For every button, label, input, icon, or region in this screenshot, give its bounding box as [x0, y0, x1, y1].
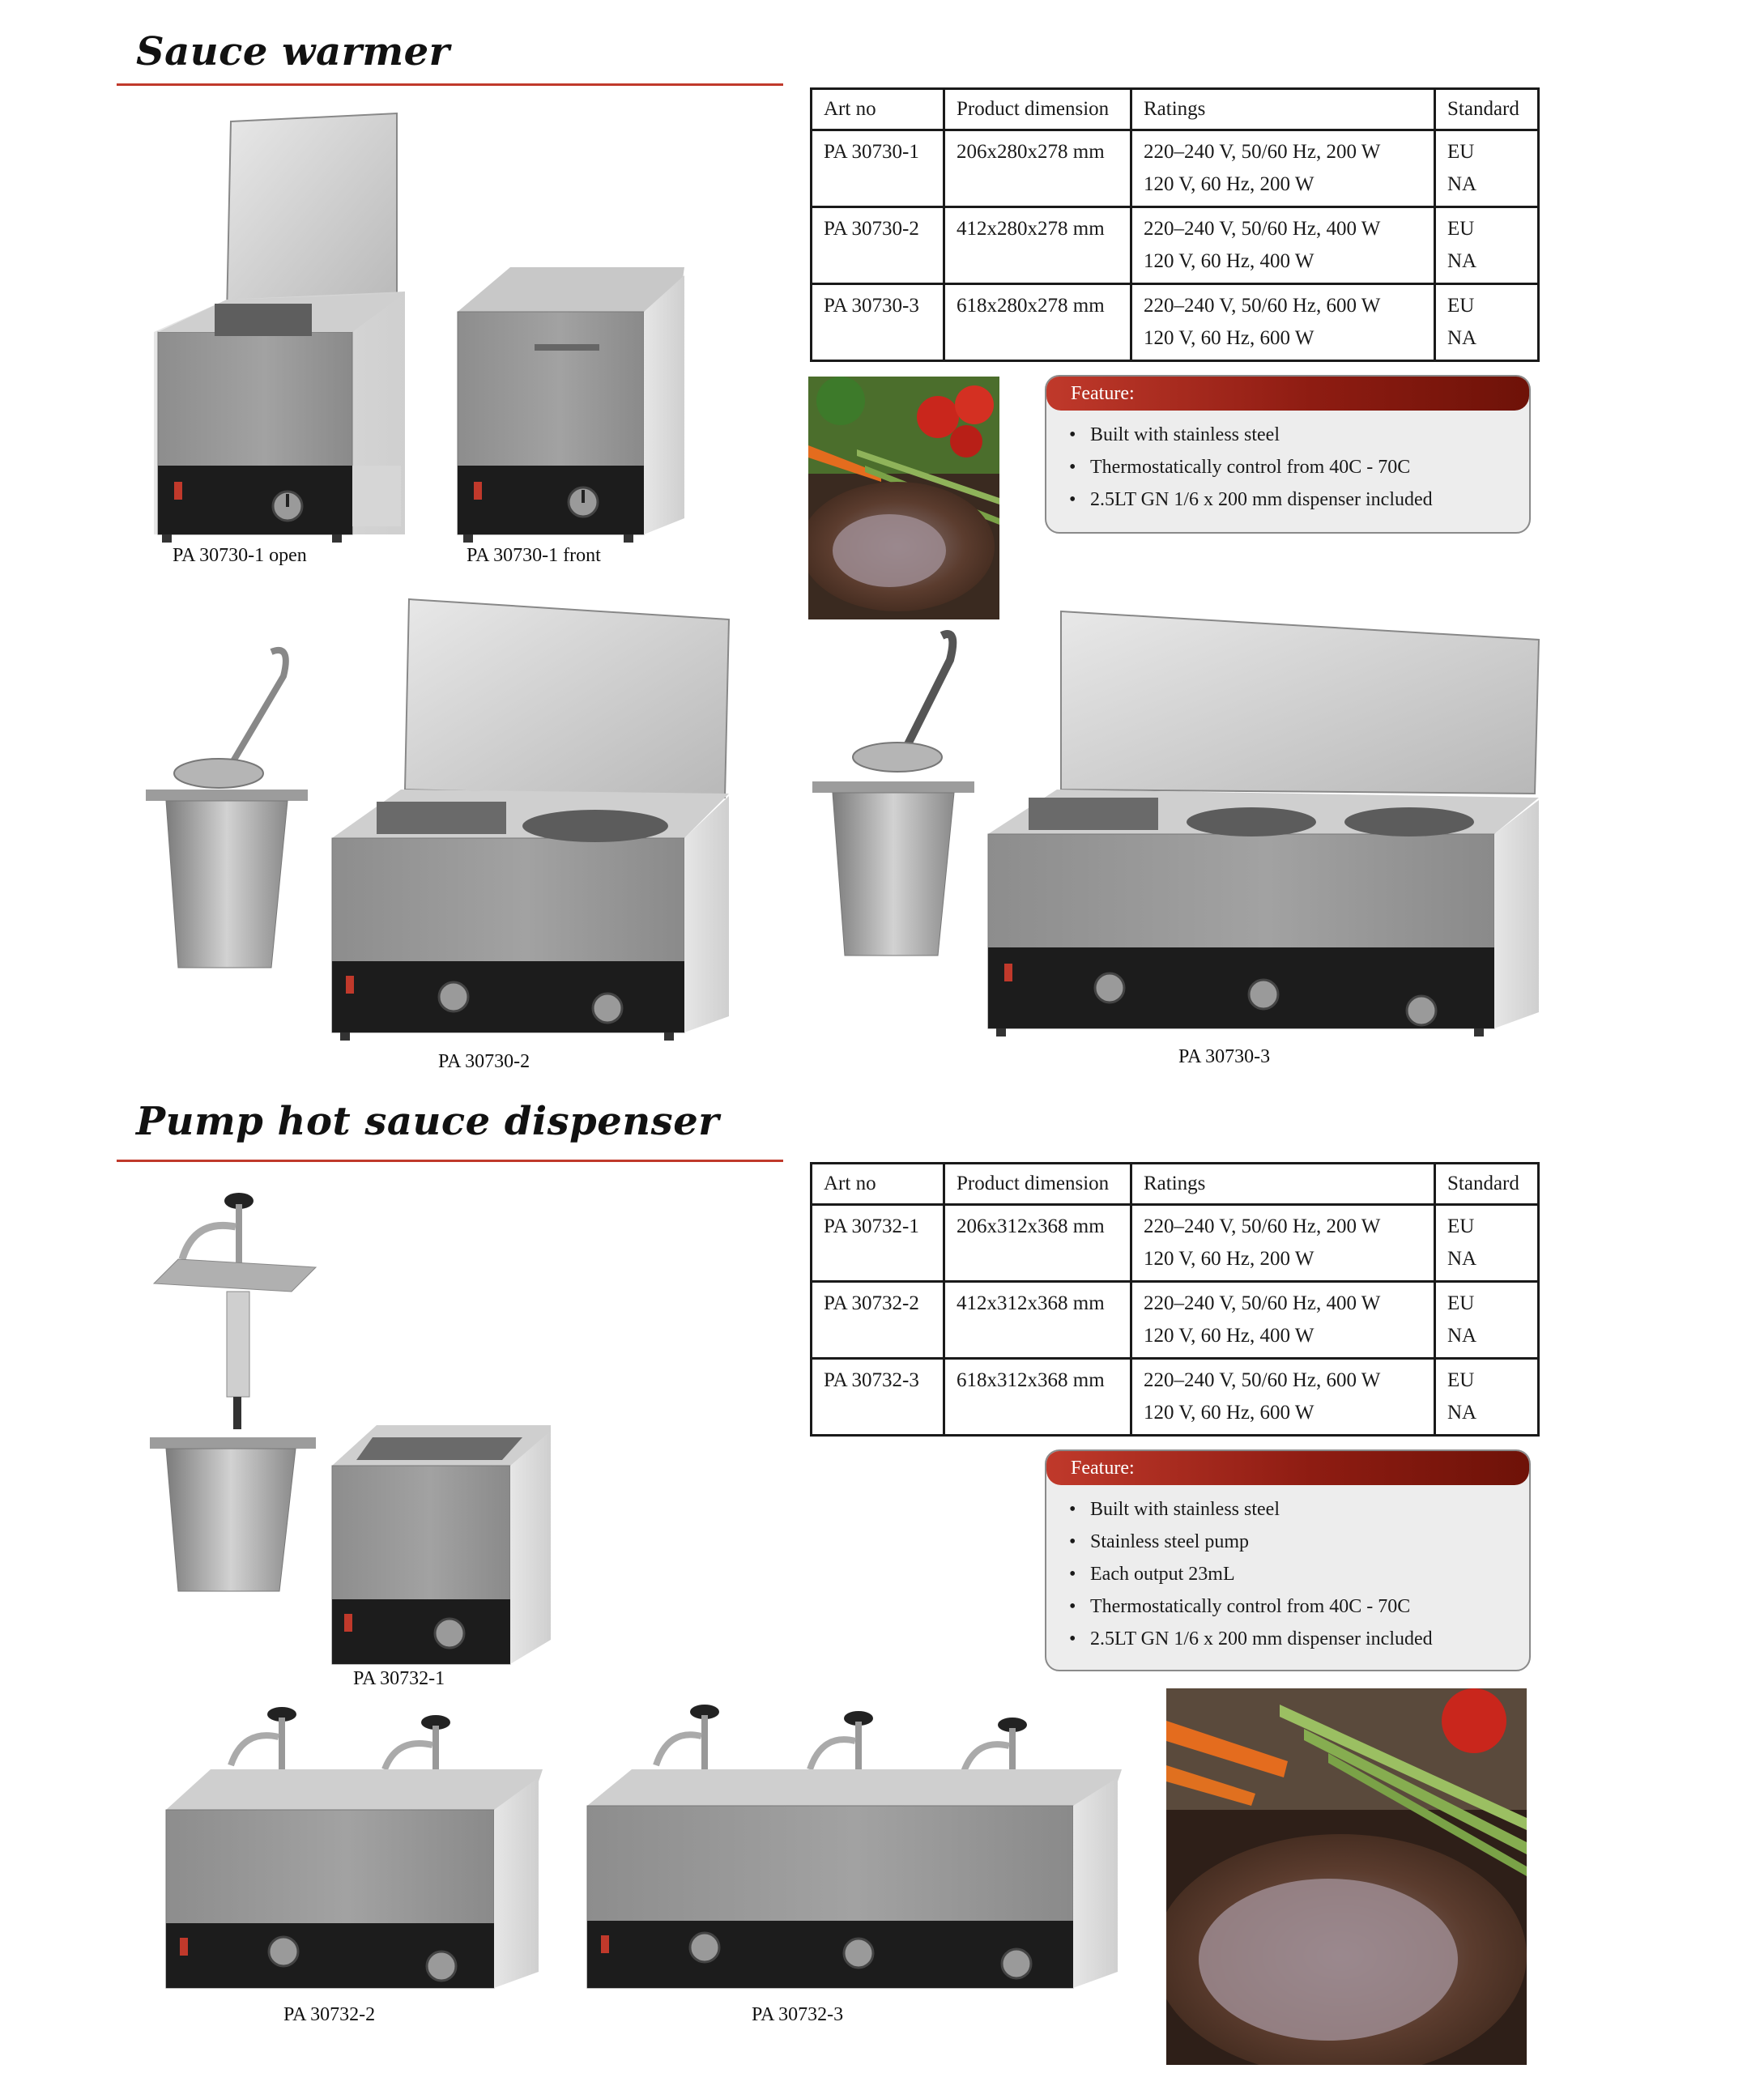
caption-30732-2: PA 30732-2	[283, 2004, 376, 2025]
standard-na: NA	[1447, 327, 1477, 349]
standard-na: NA	[1447, 173, 1477, 195]
header-ratings: Ratings	[1131, 1164, 1435, 1205]
header-art-no: Art no	[812, 89, 944, 130]
dimension: 618x280x278 mm	[944, 284, 1131, 361]
ratings	[1131, 130, 1435, 207]
dimension: 412x280x278 mm	[944, 207, 1131, 284]
rating-eu: 220–240 V, 50/60 Hz, 600 W	[1144, 295, 1381, 317]
rating-na: 120 V, 60 Hz, 400 W	[1144, 1325, 1314, 1347]
standard-eu: EU	[1447, 1215, 1475, 1237]
rating-eu: 220–240 V, 50/60 Hz, 400 W	[1144, 218, 1381, 240]
art-no: PA 30732-1	[812, 1205, 944, 1282]
header-product-dimension: Product dimension	[944, 89, 1131, 130]
feature-item: • Each output 23mL	[1069, 1558, 1529, 1590]
standard-na: NA	[1447, 1402, 1477, 1424]
rating-eu: 220–240 V, 50/60 Hz, 600 W	[1144, 1369, 1381, 1391]
standard	[1435, 130, 1539, 207]
table-row	[812, 130, 1539, 207]
standard-eu: EU	[1447, 1369, 1475, 1391]
header-ratings: Ratings	[1131, 89, 1435, 130]
feature-item: • Built with stainless steel	[1069, 1493, 1529, 1526]
standard	[1435, 1359, 1539, 1436]
ratings	[1131, 1205, 1435, 1282]
product-image-30730-1-open	[138, 97, 413, 551]
caption-30730-3: PA 30730-3	[1178, 1046, 1271, 1067]
standard	[1435, 284, 1539, 361]
spec-table-pump-dispenser	[810, 1162, 1540, 1437]
feature-box-sauce-warmer	[1045, 375, 1531, 534]
product-image-30730-1-front	[454, 259, 697, 551]
rating-na: 120 V, 60 Hz, 600 W	[1144, 327, 1314, 349]
standard-eu: EU	[1447, 218, 1475, 240]
caption-30732-1: PA 30732-1	[353, 1668, 445, 1689]
standard	[1435, 207, 1539, 284]
rating-eu: 220–240 V, 50/60 Hz, 200 W	[1144, 1215, 1381, 1237]
dimension: 412x312x368 mm	[944, 1282, 1131, 1359]
header-product-dimension: Product dimension	[944, 1164, 1131, 1205]
rating-eu: 220–240 V, 50/60 Hz, 400 W	[1144, 1292, 1381, 1314]
rating-na: 120 V, 60 Hz, 600 W	[1144, 1402, 1314, 1424]
section-title-sauce-warmer: Sauce warmer	[136, 29, 450, 74]
art-no: PA 30732-3	[812, 1359, 944, 1436]
feature-item: • Stainless steel pump	[1069, 1526, 1529, 1558]
food-photo-small	[808, 377, 999, 619]
standard-na: NA	[1447, 1325, 1477, 1347]
art-no: PA 30730-2	[812, 207, 944, 284]
header-art-no: Art no	[812, 1164, 944, 1205]
feature-title: Feature:	[1046, 377, 1529, 411]
dimension: 618x312x368 mm	[944, 1359, 1131, 1436]
feature-title: Feature:	[1046, 1451, 1529, 1485]
header-standard: Standard	[1435, 89, 1539, 130]
ratings	[1131, 207, 1435, 284]
feature-box-pump-dispenser	[1045, 1449, 1531, 1671]
rating-na: 120 V, 60 Hz, 200 W	[1144, 173, 1314, 195]
standard-eu: EU	[1447, 141, 1475, 163]
rating-na: 120 V, 60 Hz, 400 W	[1144, 250, 1314, 272]
spec-table-sauce-warmer	[810, 87, 1540, 362]
dimension: 206x280x278 mm	[944, 130, 1131, 207]
table-row	[812, 207, 1539, 284]
gn-pot-with-ladle-image	[808, 628, 978, 968]
feature-item: • 2.5LT GN 1/6 x 200 mm dispenser included	[1069, 1623, 1529, 1655]
table-row	[812, 1359, 1539, 1436]
art-no: PA 30732-2	[812, 1282, 944, 1359]
standard	[1435, 1205, 1539, 1282]
section-title-pump-dispenser: Pump hot sauce dispenser	[136, 1099, 720, 1144]
product-image-30732-2	[162, 1705, 543, 2000]
caption-30730-2: PA 30730-2	[438, 1051, 530, 1072]
table-row	[812, 1205, 1539, 1282]
ratings	[1131, 1359, 1435, 1436]
caption-30732-3: PA 30732-3	[752, 2004, 844, 2025]
art-no: PA 30730-1	[812, 130, 944, 207]
ratings	[1131, 1282, 1435, 1359]
product-image-30732-3	[583, 1701, 1126, 2000]
gn-pot-with-ladle-image	[142, 644, 312, 984]
feature-item: • Built with stainless steel	[1069, 419, 1529, 451]
standard-eu: EU	[1447, 1292, 1475, 1314]
art-no: PA 30730-3	[812, 284, 944, 361]
title-underline	[117, 83, 783, 86]
caption-30730-1-open: PA 30730-1 open	[173, 545, 307, 566]
feature-item: • 2.5LT GN 1/6 x 200 mm dispenser included	[1069, 483, 1529, 516]
standard-eu: EU	[1447, 295, 1475, 317]
standard-na: NA	[1447, 1248, 1477, 1270]
pump-assembly-image	[146, 1186, 324, 1607]
rating-eu: 220–240 V, 50/60 Hz, 200 W	[1144, 141, 1381, 163]
header-standard: Standard	[1435, 1164, 1539, 1205]
food-photo-large	[1166, 1688, 1527, 2065]
product-image-30730-2	[328, 595, 737, 1057]
feature-item: • Thermostatically control from 40C - 70C	[1069, 1590, 1529, 1623]
standard-na: NA	[1447, 250, 1477, 272]
table-row	[812, 1282, 1539, 1359]
feature-item: • Thermostatically control from 40C - 70C	[1069, 451, 1529, 483]
caption-30730-1-front: PA 30730-1 front	[467, 545, 601, 566]
standard	[1435, 1282, 1539, 1359]
title-underline	[117, 1160, 783, 1162]
rating-na: 120 V, 60 Hz, 200 W	[1144, 1248, 1314, 1270]
dimension: 206x312x368 mm	[944, 1205, 1131, 1282]
ratings	[1131, 284, 1435, 361]
product-image-30730-3	[984, 599, 1543, 1053]
table-row	[812, 284, 1539, 361]
product-image-30732-1	[328, 1421, 555, 1672]
